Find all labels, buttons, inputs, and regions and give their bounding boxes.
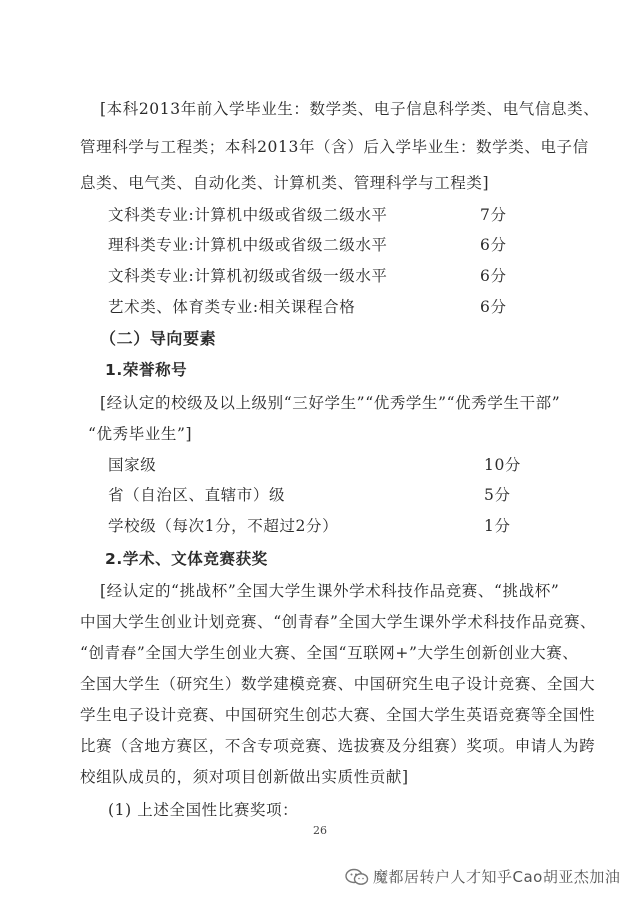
line-text: [经认定的校级及以上级别“三好学生”“优秀学生”“优秀学生干部” (100, 394, 561, 412)
row-score: 6分 (480, 236, 507, 254)
heading-text: 1.荣誉称号 (105, 361, 188, 379)
line-text: (1) 上述全国性比赛奖项： (108, 801, 299, 819)
heading-text: （二）导向要素 (100, 329, 217, 348)
line-text: “创青春”全国大学生创业大赛、全国“互联网+”大学生创新创业大赛、 (80, 644, 579, 662)
wechat-icon (345, 868, 369, 886)
line-text: 学生电子设计竞赛、中国研究生创芯大赛、全国大学生英语竞赛等全国性 (80, 706, 596, 724)
line-text: [经认定的“挑战杯”全国大学生课外学术科技作品竞赛、“挑战杯” (100, 582, 560, 600)
line-text: 比赛（含地方赛区，不含专项竞赛、选拔赛及分组赛）奖项。申请人为跨 (80, 737, 596, 755)
row-label: 省（自治区、直辖市）级 (108, 486, 286, 504)
row-label: 艺术类、体育类专业:相关课程合格 (108, 298, 356, 316)
row-label: 学校级（每次1分，不超过2分） (108, 517, 339, 535)
line-text: “优秀毕业生”] (88, 425, 193, 443)
row-score: 10分 (484, 456, 522, 474)
watermark-text: 魔都居转户人才知乎Cao胡亚杰加油 (373, 868, 621, 886)
heading-text: 2.学术、文体竞赛获奖 (105, 550, 268, 568)
row-label: 理科类专业:计算机中级或省级二级水平 (108, 236, 388, 254)
page-number: 26 (313, 824, 327, 837)
row-score: 7分 (480, 206, 507, 224)
line-text: 管理科学与工程类；本科2013年（含）后入学毕业生：数学类、电子信 (80, 138, 589, 156)
row-score: 6分 (480, 267, 507, 285)
line-text: [本科2013年前入学毕业生：数学类、电子信息科学类、电气信息类、 (100, 100, 600, 118)
watermark (345, 866, 620, 887)
line-text: 全国大学生（研究生）数学建模竞赛、中国研究生电子设计竞赛、全国大 (80, 675, 596, 693)
line-text: 中国大学生创业计划竞赛、“创青春”全国大学生课外学术科技作品竞赛、 (80, 613, 597, 631)
row-score: 5分 (484, 486, 511, 504)
row-label: 文科类专业:计算机初级或省级一级水平 (108, 267, 388, 285)
row-label: 国家级 (108, 456, 157, 474)
row-label: 文科类专业:计算机中级或省级二级水平 (108, 206, 388, 224)
line-text: 校组队成员的，须对项目创新做出实质性贡献] (80, 768, 409, 786)
row-score: 6分 (480, 298, 507, 316)
line-text: 息类、电气类、自动化类、计算机类、管理科学与工程类] (80, 174, 490, 192)
row-score: 1分 (484, 517, 511, 535)
